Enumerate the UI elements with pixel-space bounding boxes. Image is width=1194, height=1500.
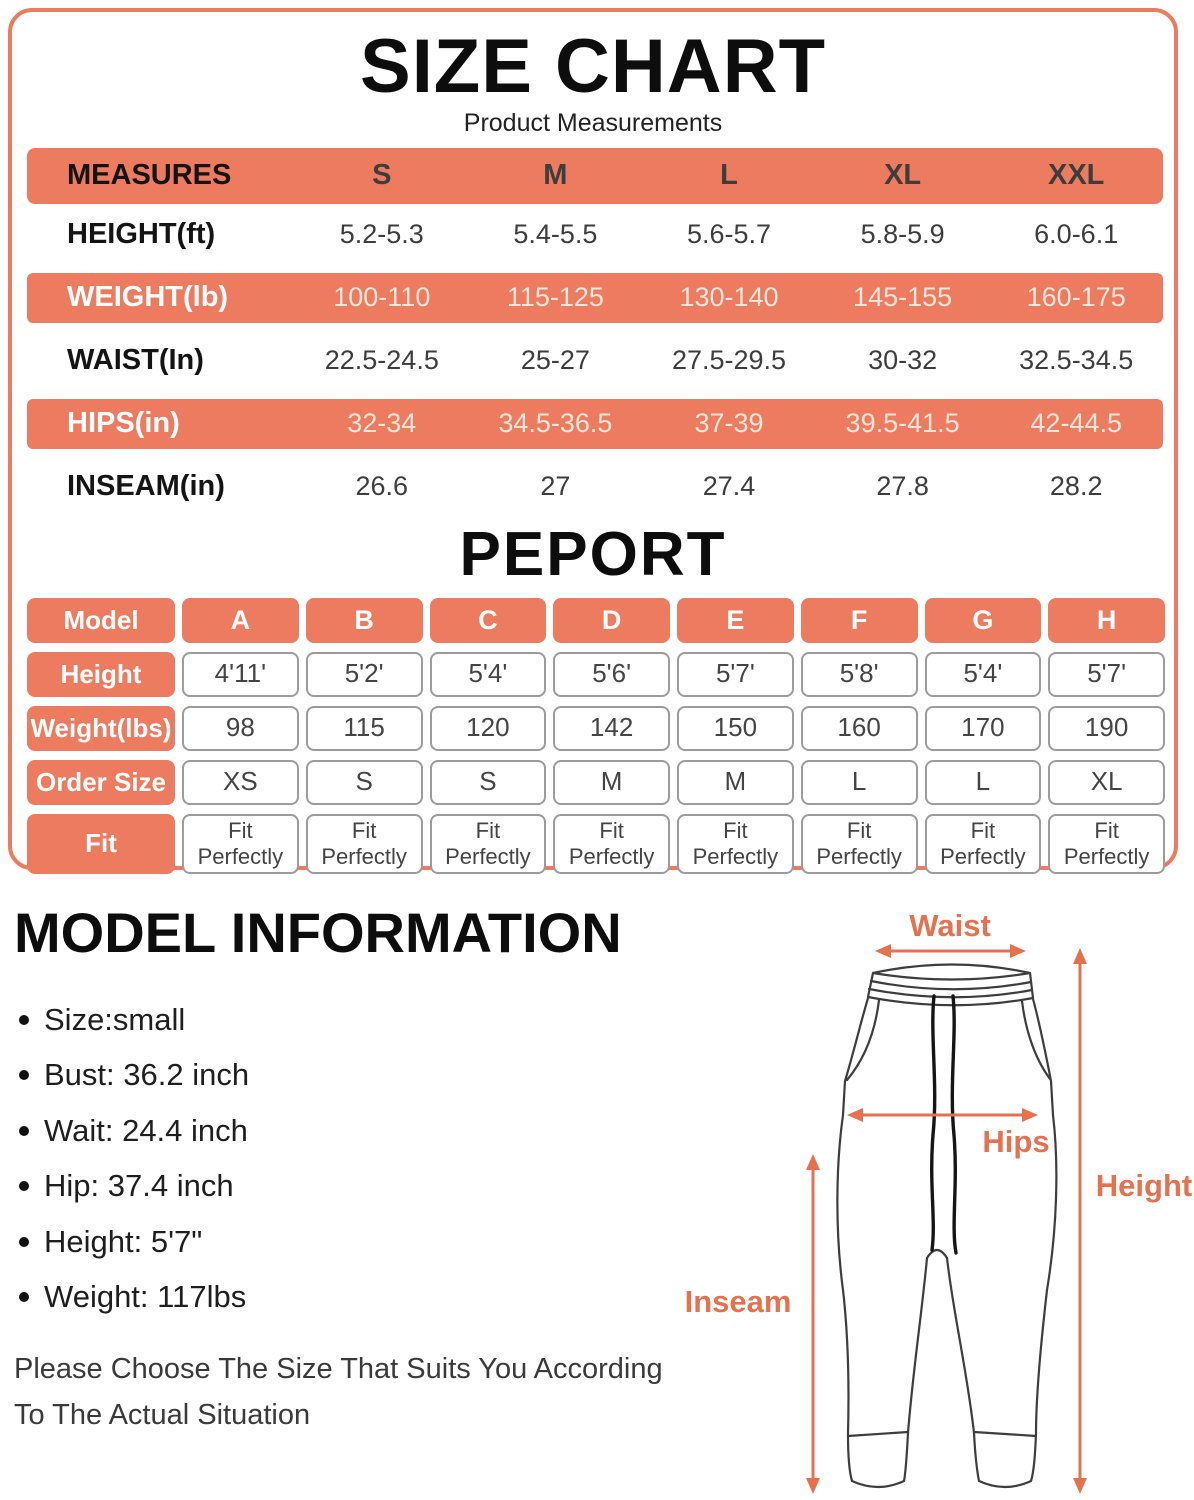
cell-value: 27 — [540, 471, 571, 502]
size-column-header: L — [720, 159, 738, 192]
cell-value: 22.5-24.5 — [324, 345, 439, 376]
cell-value: 5.8-5.9 — [860, 219, 945, 250]
model-header-cell: D — [553, 598, 670, 643]
model-header-cell: B — [306, 598, 423, 643]
size-chart-card — [8, 8, 1178, 870]
row-label: Weight(lbs) — [27, 706, 175, 751]
cell-value: 5'6' — [553, 652, 670, 697]
model-information-section — [14, 902, 674, 1439]
size-chart-subtitle: Product Measurements — [463, 108, 723, 137]
cell-value: 26.6 — [355, 471, 409, 502]
size-chart-row — [27, 456, 1163, 518]
cell-value: 42-44.5 — [1030, 408, 1122, 439]
cell-value: 28.2 — [1049, 471, 1103, 502]
model-header-cell: F — [801, 598, 918, 643]
cell-value: 30-32 — [868, 345, 938, 376]
cell-value: 150 — [677, 706, 794, 751]
cell-value: Fit Perfectly — [306, 814, 423, 874]
cell-value: 34.5-36.5 — [498, 408, 613, 439]
measures-header: MEASURES — [67, 159, 232, 192]
report-row — [27, 598, 1165, 643]
size-chart-table — [27, 148, 1163, 518]
model-header-cell: C — [430, 598, 547, 643]
row-label: Model — [27, 598, 175, 643]
size-note: Please Choose The Size That Suits You According To The Actual Situation — [14, 1353, 663, 1432]
inseam-label: Inseam — [684, 1284, 792, 1319]
model-info-item: Weight: 117lbs — [14, 1279, 674, 1316]
cell-value: 98 — [182, 706, 299, 751]
pants-outline — [837, 965, 1056, 1488]
cell-value: 160-175 — [1026, 282, 1126, 313]
cell-value: Fit Perfectly — [430, 814, 547, 874]
row-label: Order Size — [27, 760, 175, 805]
size-chart-row — [27, 204, 1163, 266]
cell-value: 5'8' — [801, 652, 918, 697]
report-title: PEPORT — [459, 519, 727, 589]
cell-value: 115 — [306, 706, 423, 751]
cell-value: 5'4' — [925, 652, 1042, 697]
cell-value: Fit Perfectly — [553, 814, 670, 874]
cell-value: Fit Perfectly — [1048, 814, 1165, 874]
row-label: HIPS(in) — [67, 407, 180, 440]
model-info-list — [14, 1002, 674, 1316]
model-header-cell: G — [925, 598, 1042, 643]
report-row — [27, 706, 1165, 751]
model-info-item: Hip: 37.4 inch — [14, 1168, 674, 1205]
cell-value: 115-125 — [506, 282, 604, 313]
cell-value: Fit Perfectly — [801, 814, 918, 874]
cell-value: 5'2' — [306, 652, 423, 697]
cell-value: L — [925, 760, 1042, 805]
cell-value: S — [306, 760, 423, 805]
cell-value: 142 — [553, 706, 670, 751]
row-label: WEIGHT(lb) — [67, 281, 229, 314]
cell-value: 5'4' — [430, 652, 547, 697]
cell-value: L — [801, 760, 918, 805]
cell-value: 130-140 — [679, 282, 779, 313]
cell-value: 32-34 — [347, 408, 417, 439]
cell-value: XL — [1048, 760, 1165, 805]
row-label: Height — [27, 652, 175, 697]
cell-value: 160 — [801, 706, 918, 751]
report-row — [27, 814, 1165, 874]
cell-value: 32.5-34.5 — [1019, 345, 1134, 376]
size-chart-row — [27, 399, 1163, 449]
cell-value: 27.5-29.5 — [671, 345, 787, 376]
model-information-title: MODEL INFORMATION — [14, 901, 622, 964]
cell-value: 5.4-5.5 — [513, 219, 598, 250]
model-header-cell: H — [1048, 598, 1165, 643]
size-chart-row — [27, 330, 1163, 392]
cell-value: M — [677, 760, 794, 805]
model-header-cell: A — [182, 598, 299, 643]
waist-label: Waist — [909, 908, 991, 943]
drawstring — [932, 996, 956, 1253]
cell-value: 5'7' — [1048, 652, 1165, 697]
cell-value: 27.8 — [876, 471, 929, 502]
cell-value: 120 — [430, 706, 547, 751]
cell-value: 25-27 — [520, 345, 590, 376]
cell-value: 6.0-6.1 — [1034, 219, 1119, 250]
cell-value: 5.6-5.7 — [686, 219, 772, 250]
size-chart-table-body — [27, 204, 1163, 518]
size-chart-header-row — [27, 148, 1163, 204]
report-row — [27, 760, 1165, 805]
cell-value: 100-110 — [333, 282, 431, 313]
model-info-item: Wait: 24.4 inch — [14, 1113, 674, 1150]
cell-value: S — [430, 760, 547, 805]
hips-label: Hips — [982, 1124, 1050, 1159]
model-info-item: Size:small — [14, 1002, 674, 1039]
size-column-header: XXL — [1047, 159, 1105, 192]
size-chart-row — [27, 273, 1163, 323]
size-column-header: M — [543, 159, 568, 192]
height-label: Height — [1095, 1168, 1193, 1203]
size-column-header: S — [372, 159, 392, 192]
model-info-item: Bust: 36.2 inch — [14, 1057, 674, 1094]
report-row — [27, 652, 1165, 697]
cell-value: M — [553, 760, 670, 805]
size-column-header: XL — [884, 159, 922, 192]
row-label: WAIST(In) — [67, 344, 204, 377]
cell-value: 27.4 — [702, 471, 756, 502]
cell-value: 5.2-5.3 — [339, 219, 424, 250]
cell-value: 145-155 — [853, 282, 953, 313]
row-label: HEIGHT(ft) — [67, 218, 216, 251]
cell-value: 170 — [925, 706, 1042, 751]
report-table — [27, 598, 1165, 874]
size-chart-title: SIZE CHART — [360, 24, 826, 109]
cell-value: Fit Perfectly — [677, 814, 794, 874]
cell-value: 190 — [1048, 706, 1165, 751]
measurement-diagram — [650, 900, 1194, 1500]
cell-value: 39.5-41.5 — [845, 408, 960, 439]
cell-value: Fit Perfectly — [182, 814, 299, 874]
cell-value: 37-39 — [694, 408, 764, 439]
cell-value: 5'7' — [677, 652, 794, 697]
cell-value: Fit Perfectly — [925, 814, 1042, 874]
row-label: INSEAM(in) — [67, 470, 225, 503]
model-info-item: Height: 5'7" — [14, 1224, 674, 1261]
row-label: Fit — [27, 814, 175, 874]
cell-value: XS — [182, 760, 299, 805]
cell-value: 4'11' — [182, 652, 299, 697]
model-header-cell: E — [677, 598, 794, 643]
